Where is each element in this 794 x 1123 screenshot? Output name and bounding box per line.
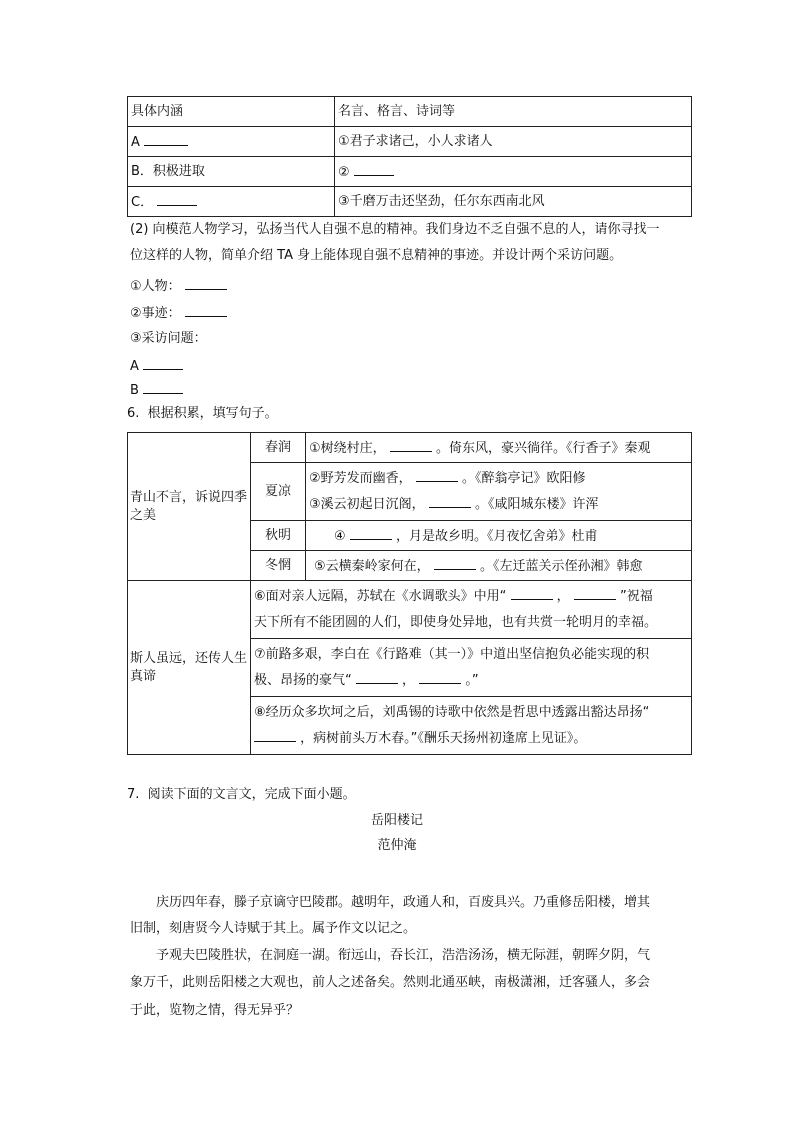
essay-paragraph: 象万千，此则岳阳楼之大观也，前人之述备矣。然则北通巫峡，南极潇湘，迁客骚人，多会 [130, 975, 651, 990]
essay-title: 岳阳楼记 [370, 813, 423, 828]
row-spring: ①树绕村庄， 。倚东风，豪兴徜徉。《行香子》秦观 [306, 433, 692, 463]
row-summer: ②野芳发而幽香， 。《醉翁亭记》欧阳修 ③溪云初起日沉阁， 。《咸阳城东楼》许浑 [306, 463, 692, 521]
answer-blank[interactable] [434, 556, 476, 570]
answer-blank[interactable] [143, 356, 183, 370]
q5-2-person: ①人物： [130, 276, 227, 296]
answer-blank[interactable] [354, 162, 394, 176]
q5-2-question-a: A [130, 356, 183, 376]
meaning-table [127, 96, 692, 217]
table-cell: C． [128, 187, 335, 217]
essay-paragraph: 予观夫巴陵胜状，在洞庭一湖。衔远山，吞长江，浩浩汤汤，横无际涯，朝晖夕阴，气 [156, 948, 651, 963]
section2-label: 斯人虽远，还传人生 真谛 [128, 581, 251, 755]
season-spring: 春润 [251, 433, 306, 463]
answer-blank[interactable] [143, 380, 183, 394]
q5-2-line2: 位这样的人物，简单介绍 TA 身上能体现自强不息精神的事迹。并设计两个采访问题。 [130, 248, 623, 263]
row-8: ⑧经历众多坎坷之后，刘禹锡的诗歌中依然是哲思中透露出豁达昂扬“ ，病树前头万木春。”《酬乐天扬州初逢席上见证》。 [251, 697, 692, 755]
essay-author: 范仲淹 [377, 838, 417, 853]
row-winter: ⑤云横秦岭家何在， 。《左迁蓝关示侄孙湘》韩愈 [306, 551, 692, 581]
season-summer: 夏凉 [251, 463, 306, 521]
answer-blank[interactable] [574, 586, 616, 600]
table-cell: B．积极进取 [128, 157, 335, 187]
row-7: ⑦前路多艰，李白在《行路难（其一）》中道出坚信抱负必能实现的积 极、昂扬的豪气“ ， 。” [251, 639, 692, 697]
table-cell: A [128, 127, 335, 157]
answer-blank[interactable] [144, 132, 188, 146]
row-6: ⑥面对亲人远隔，苏轼在《水调歌头》中用“ ， ”祝福 天下所有不能团圆的人们，即使身处异地，也有共赏一轮明月的幸福。 [251, 581, 692, 639]
answer-blank[interactable] [429, 494, 471, 508]
essay-paragraph: 庆历四年春，滕子京谪守巴陵郡。越明年，政通人和，百废具兴。乃重修岳阳楼，增其 [156, 895, 651, 910]
table-cell: ③千磨万击还坚劲，任尔东西南北风 [335, 187, 692, 217]
q5-2-question-b: B [130, 380, 183, 400]
table-header-quotes: 名言、格言、诗词等 [335, 97, 692, 127]
table-cell: ② [335, 157, 692, 187]
q5-2-line1: (2) 向模范人物学习，弘扬当代人自强不息的精神。我们身边不乏自强不息的人，请你寻找一 [130, 222, 660, 237]
q5-2-deeds: ②事迹： [130, 303, 227, 323]
accumulation-table [127, 432, 692, 755]
answer-blank[interactable] [511, 586, 553, 600]
q6-heading: 6. 根据积累，填写句子。 [127, 406, 278, 421]
table-cell: ①君子求诸己，小人求诸人 [335, 127, 692, 157]
answer-blank[interactable] [356, 670, 398, 684]
essay-paragraph: 旧制，刻唐贤今人诗赋于其上。属予作文以记之。 [130, 921, 417, 936]
q7-heading: 7. 阅读下面的文言文，完成下面小题。 [127, 787, 356, 802]
q5-2-interview: ③采访问题： [130, 331, 207, 346]
essay-paragraph: 于此，览物之情，得无异乎？ [130, 1003, 300, 1018]
answer-blank[interactable] [185, 303, 227, 317]
table-header-meaning: 具体内涵 [128, 97, 335, 127]
answer-blank[interactable] [157, 192, 197, 206]
row-autumn: ④ ，月是故乡明。《月夜忆舍弟》杜甫 [306, 521, 692, 551]
answer-blank[interactable] [419, 670, 461, 684]
answer-blank[interactable] [390, 438, 432, 452]
season-autumn: 秋明 [251, 521, 306, 551]
answer-blank[interactable] [254, 728, 296, 742]
answer-blank[interactable] [185, 276, 227, 290]
section1-label: 青山不言，诉说四季 之美 [128, 433, 251, 581]
season-winter: 冬惘 [251, 551, 306, 581]
answer-blank[interactable] [350, 526, 392, 540]
answer-blank[interactable] [416, 468, 458, 482]
